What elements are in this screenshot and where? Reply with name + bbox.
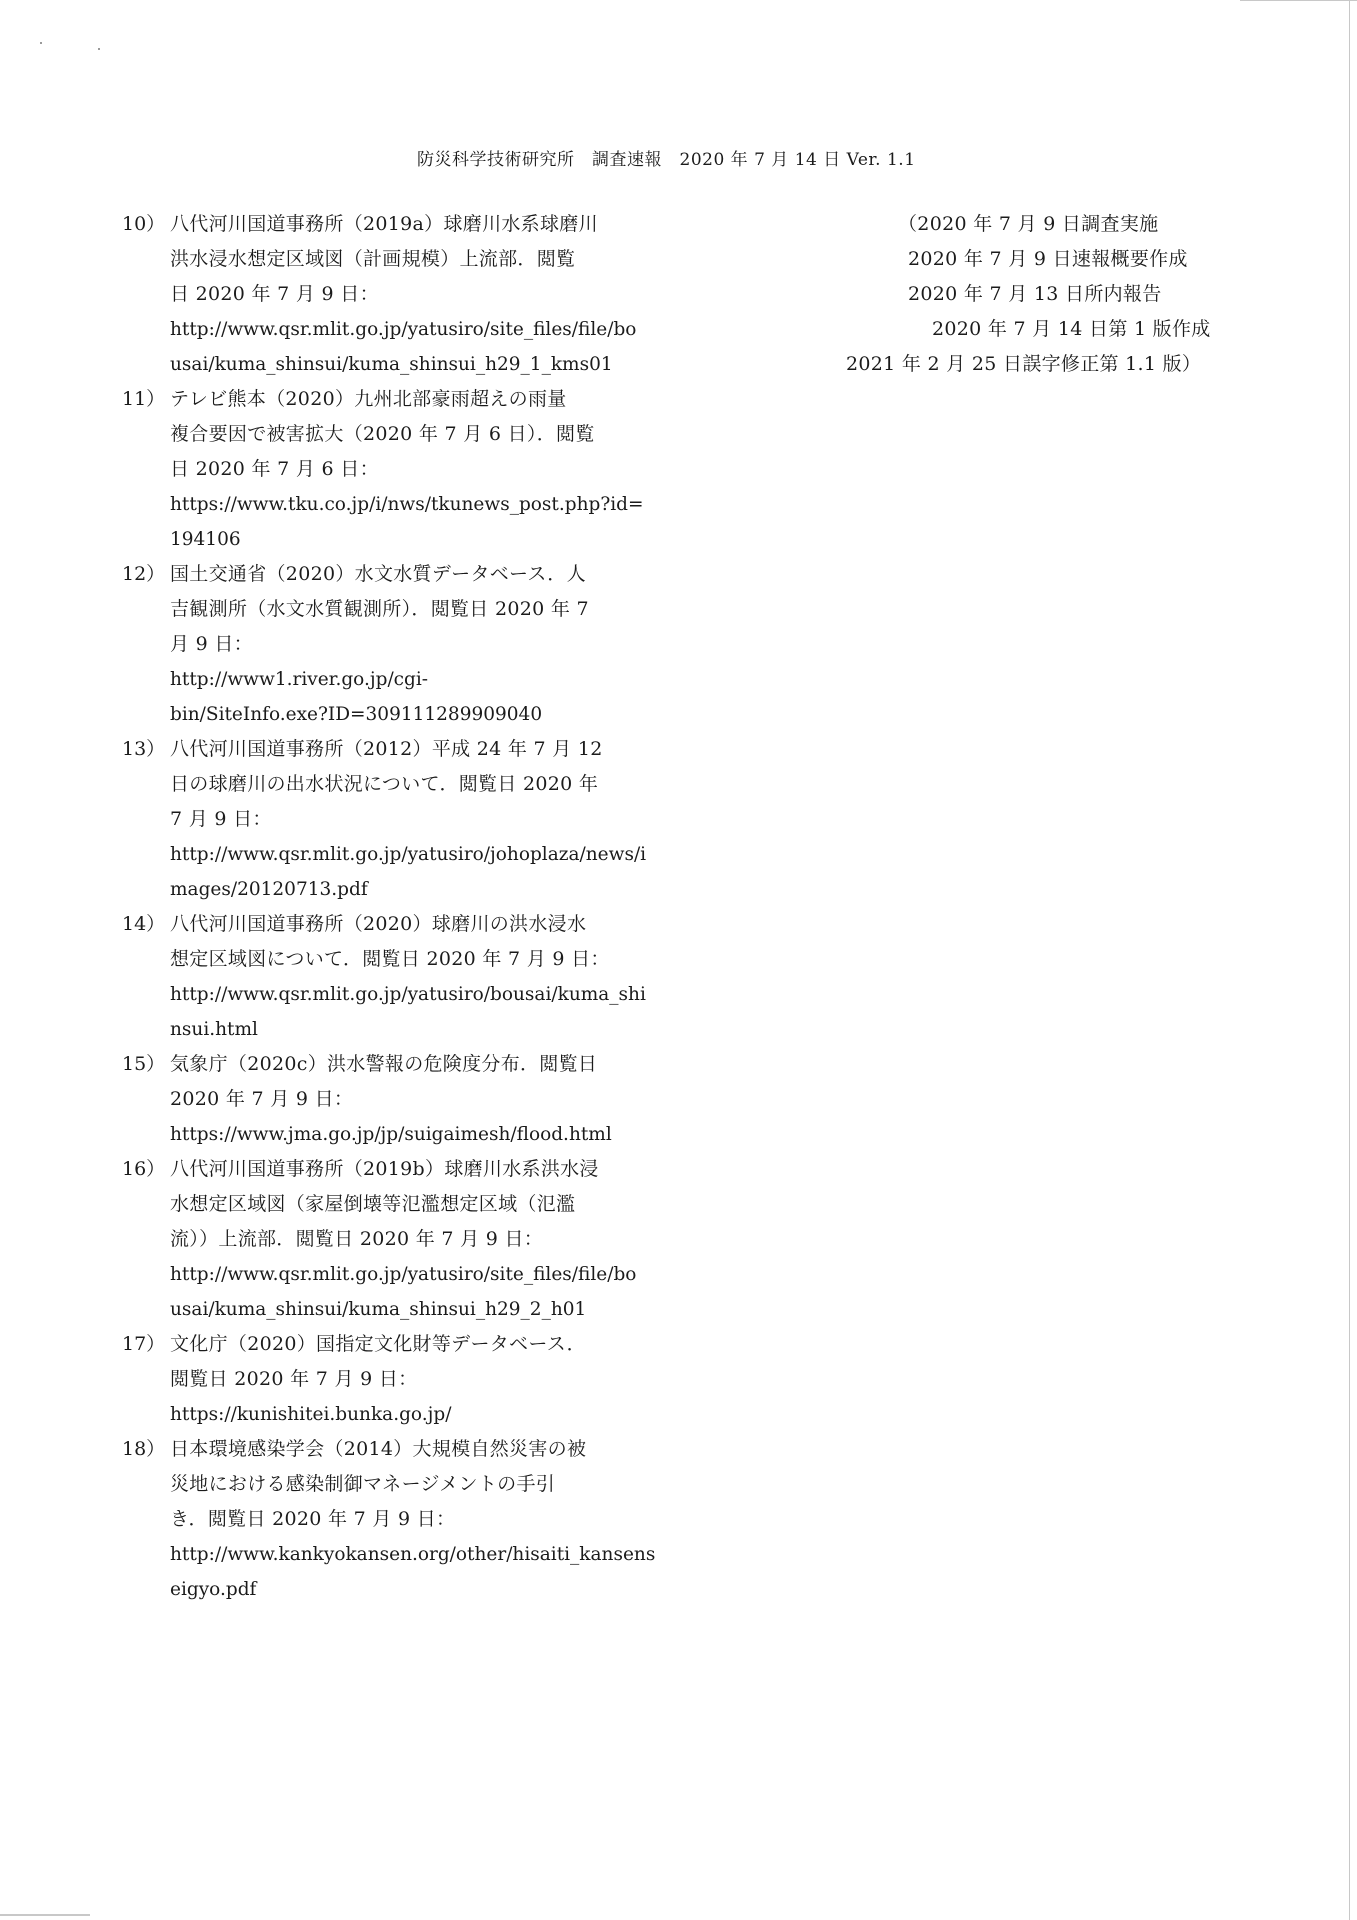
history-line: 2020 年 7 月 14 日第 1 版作成 bbox=[932, 318, 1211, 340]
reference-text-line: 災地における感染制御マネージメントの手引 bbox=[170, 1473, 556, 1495]
reference-text-line: 流））上流部．閲覧日 2020 年 7 月 9 日： bbox=[170, 1228, 544, 1250]
reference-item bbox=[122, 1327, 642, 1432]
reference-number: 14） bbox=[122, 913, 166, 935]
reference-url-line: nsui.html bbox=[170, 1019, 258, 1040]
reference-text-line: 八代河川国道事務所（2020）球磨川の洪水浸水 bbox=[170, 913, 587, 935]
reference-url-line: https://kunishitei.bunka.go.jp/ bbox=[170, 1404, 452, 1425]
reference-url-line: eigyo.pdf bbox=[170, 1579, 257, 1600]
reference-url-line: usai/kuma_shinsui/kuma_shinsui_h29_1_kms01 bbox=[170, 354, 613, 375]
reference-url-line: mages/20120713.pdf bbox=[170, 879, 368, 900]
reference-text-line: 日 2020 年 7 月 6 日： bbox=[170, 458, 379, 480]
scan-edge bbox=[0, 1914, 90, 1916]
reference-url-line: https://www.tku.co.jp/i/nws/tkunews_post.php?id= bbox=[170, 494, 644, 515]
reference-text-line: テレビ熊本（2020）九州北部豪雨超えの雨量 bbox=[170, 388, 567, 410]
reference-text-line: 月 9 日： bbox=[170, 633, 253, 655]
reference-url-line: http://www.qsr.mlit.go.jp/yatusiro/site_files/file/bo bbox=[170, 319, 637, 340]
reference-number: 18） bbox=[122, 1438, 166, 1460]
reference-item bbox=[122, 1152, 642, 1327]
reference-number: 15） bbox=[122, 1053, 166, 1075]
reference-text-line: 想定区域図について．閲覧日 2020 年 7 月 9 日： bbox=[170, 948, 610, 970]
reference-number: 13） bbox=[122, 738, 166, 760]
reference-url-line: http://www1.river.go.jp/cgi- bbox=[170, 669, 429, 690]
reference-url-line: https://www.jma.go.jp/jp/suigaimesh/flood.html bbox=[170, 1124, 612, 1145]
reference-text-line: 気象庁（2020c）洪水警報の危険度分布．閲覧日 bbox=[170, 1053, 598, 1075]
reference-text-line: 文化庁（2020）国指定文化財等データベース． bbox=[170, 1333, 586, 1355]
reference-text-line: 2020 年 7 月 9 日： bbox=[170, 1088, 354, 1110]
reference-item bbox=[122, 1047, 642, 1152]
history-line: 2020 年 7 月 13 日所内報告 bbox=[908, 283, 1162, 305]
reference-text-line: 国土交通省（2020）水文水質データベース．人 bbox=[170, 563, 586, 585]
reference-url-line: usai/kuma_shinsui/kuma_shinsui_h29_2_h01 bbox=[170, 1299, 587, 1320]
scan-speck bbox=[98, 48, 100, 50]
reference-text-line: 八代河川国道事務所（2019b）球磨川水系洪水浸 bbox=[170, 1158, 599, 1180]
reference-number: 10） bbox=[122, 213, 166, 235]
reference-text-line: 日の球磨川の出水状況について．閲覧日 2020 年 bbox=[170, 773, 599, 795]
reference-item bbox=[122, 557, 642, 732]
reference-item bbox=[122, 907, 646, 1047]
reference-text-line: き．閲覧日 2020 年 7 月 9 日： bbox=[170, 1508, 456, 1530]
scan-speck bbox=[40, 42, 42, 44]
reference-url-line: http://www.qsr.mlit.go.jp/yatusiro/site_files/file/bo bbox=[170, 1264, 637, 1285]
scan-edge bbox=[1349, 0, 1350, 1920]
reference-list bbox=[122, 207, 656, 1607]
reference-item bbox=[122, 382, 642, 557]
page-header: 防災科学技術研究所 調査速報 2020 年 7 月 14 日 Ver. 1.1 bbox=[417, 150, 916, 170]
reference-text-line: 八代河川国道事務所（2012）平成 24 年 7 月 12 bbox=[170, 738, 603, 760]
reference-text-line: 閲覧日 2020 年 7 月 9 日： bbox=[170, 1368, 418, 1390]
reference-text-line: 洪水浸水想定区域図（計画規模）上流部．閲覧 bbox=[170, 248, 576, 270]
reference-text-line: 7 月 9 日： bbox=[170, 808, 272, 830]
reference-number: 16） bbox=[122, 1158, 166, 1180]
reference-text-line: 吉観測所（水文水質観測所）．閲覧日 2020 年 7 bbox=[170, 598, 589, 620]
history-line: 2020 年 7 月 9 日速報概要作成 bbox=[908, 248, 1188, 270]
reference-number: 11） bbox=[122, 388, 166, 410]
reference-url-line: http://www.qsr.mlit.go.jp/yatusiro/bousai/kuma_shi bbox=[170, 984, 646, 1005]
reference-item bbox=[122, 207, 642, 382]
reference-item bbox=[122, 1432, 656, 1607]
reference-url-line: 194106 bbox=[170, 529, 241, 550]
reference-url-line: http://www.qsr.mlit.go.jp/yatusiro/johoplaza/news/i bbox=[170, 844, 647, 865]
reference-url-line: http://www.kankyokansen.org/other/hisaiti_kansens bbox=[170, 1544, 656, 1565]
reference-text-line: 日本環境感染学会（2014）大規模自然災害の被 bbox=[170, 1438, 587, 1460]
reference-number: 17） bbox=[122, 1333, 166, 1355]
history-line: （2020 年 7 月 9 日調査実施 bbox=[898, 213, 1159, 235]
scan-edge bbox=[1240, 0, 1357, 1]
reference-text-line: 日 2020 年 7 月 9 日： bbox=[170, 283, 379, 305]
reference-text-line: 複合要因で被害拡大（2020 年 7 月 6 日）．閲覧 bbox=[170, 423, 595, 445]
reference-url-line: bin/SiteInfo.exe?ID=309111289909040 bbox=[170, 704, 543, 725]
reference-text-line: 水想定区域図（家屋倒壊等氾濫想定区域（氾濫 bbox=[170, 1193, 576, 1215]
reference-text-line: 八代河川国道事務所（2019a）球磨川水系球磨川 bbox=[170, 213, 598, 235]
reference-number: 12） bbox=[122, 563, 166, 585]
reference-item bbox=[122, 732, 647, 907]
history-line: 2021 年 2 月 25 日誤字修正第 1.1 版） bbox=[846, 353, 1202, 375]
